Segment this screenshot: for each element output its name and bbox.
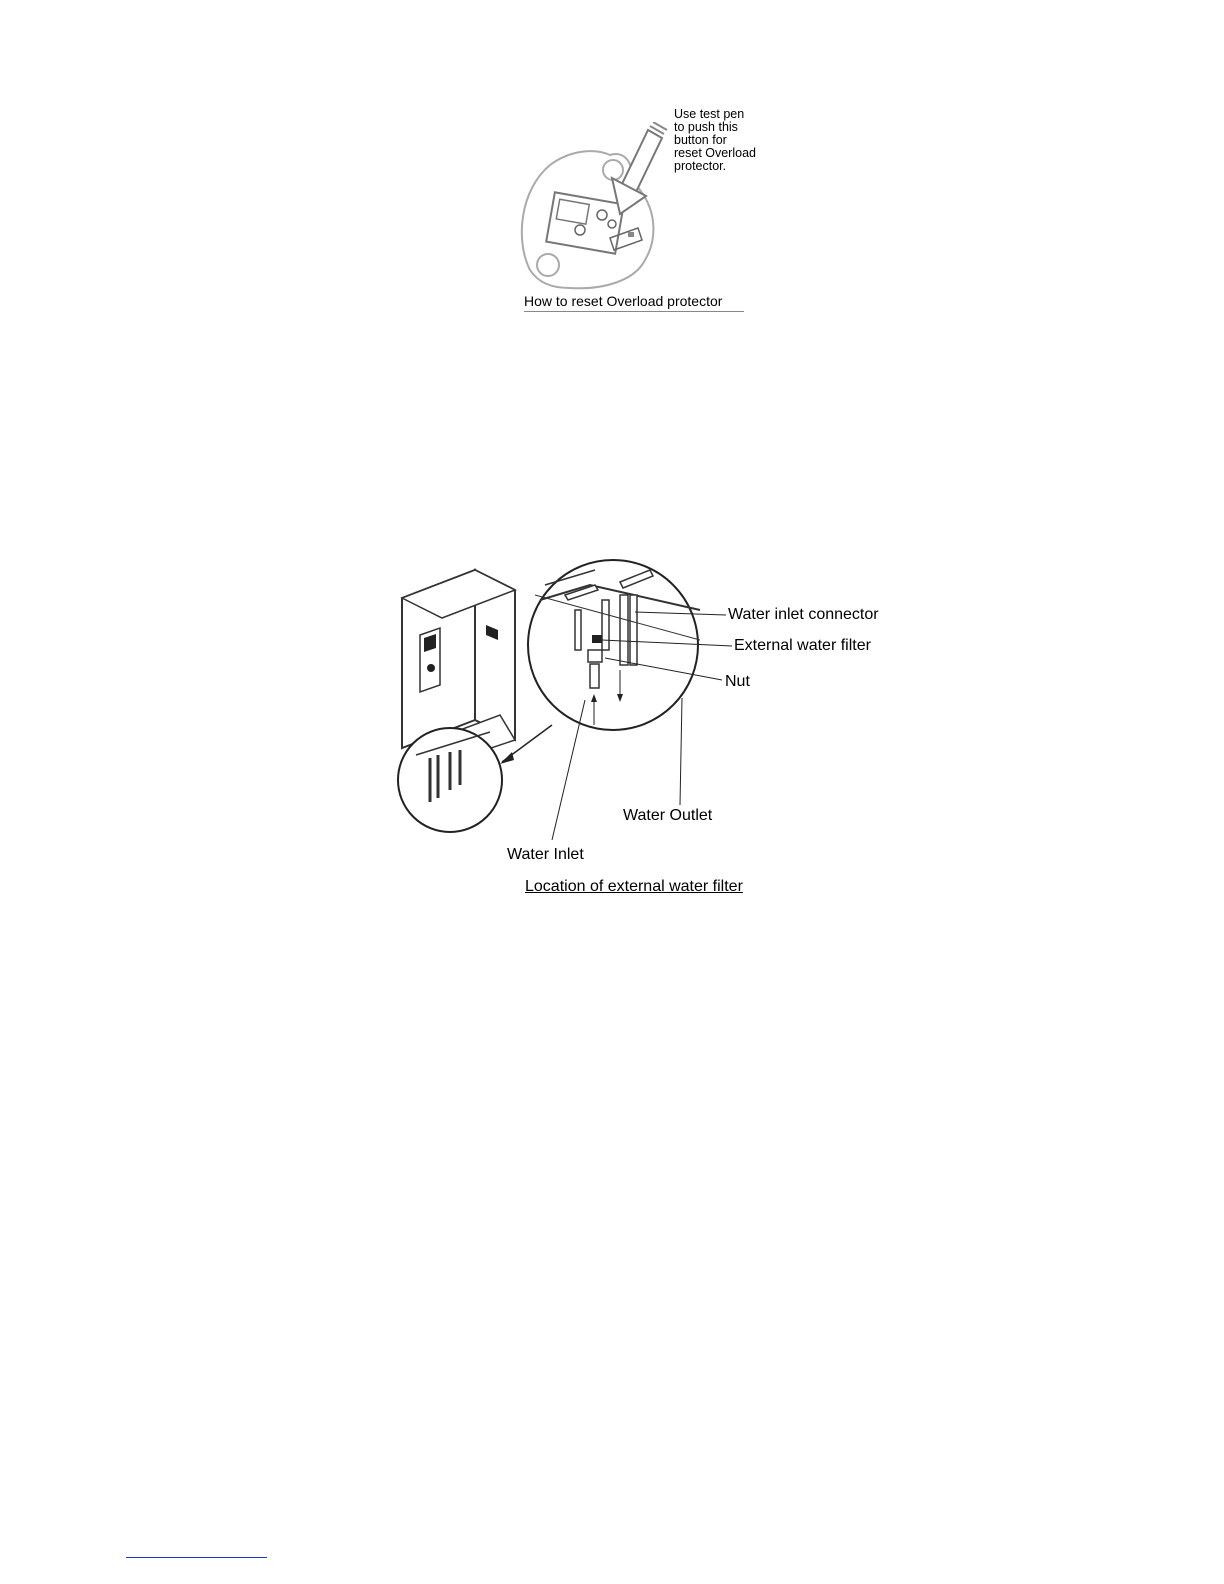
label-water-outlet: Water Outlet <box>623 807 713 824</box>
water-filter-figure-caption: Location of external water filter <box>525 878 743 895</box>
test-pen-arrow-icon <box>600 122 680 232</box>
overload-callout-text: Use test pen to push this button for reset Overload protector. <box>674 107 756 173</box>
label-water-inlet: Water Inlet <box>507 846 584 863</box>
overload-protector-figure <box>500 100 790 320</box>
label-water-inlet-connector: Water inlet connector <box>728 606 879 623</box>
water-filter-figure <box>380 540 920 910</box>
overload-figure-caption: How to reset Overload protector <box>524 293 744 312</box>
label-nut: Nut <box>725 673 750 690</box>
footer-rule <box>126 1557 267 1558</box>
label-external-water-filter: External water filter <box>734 637 871 654</box>
